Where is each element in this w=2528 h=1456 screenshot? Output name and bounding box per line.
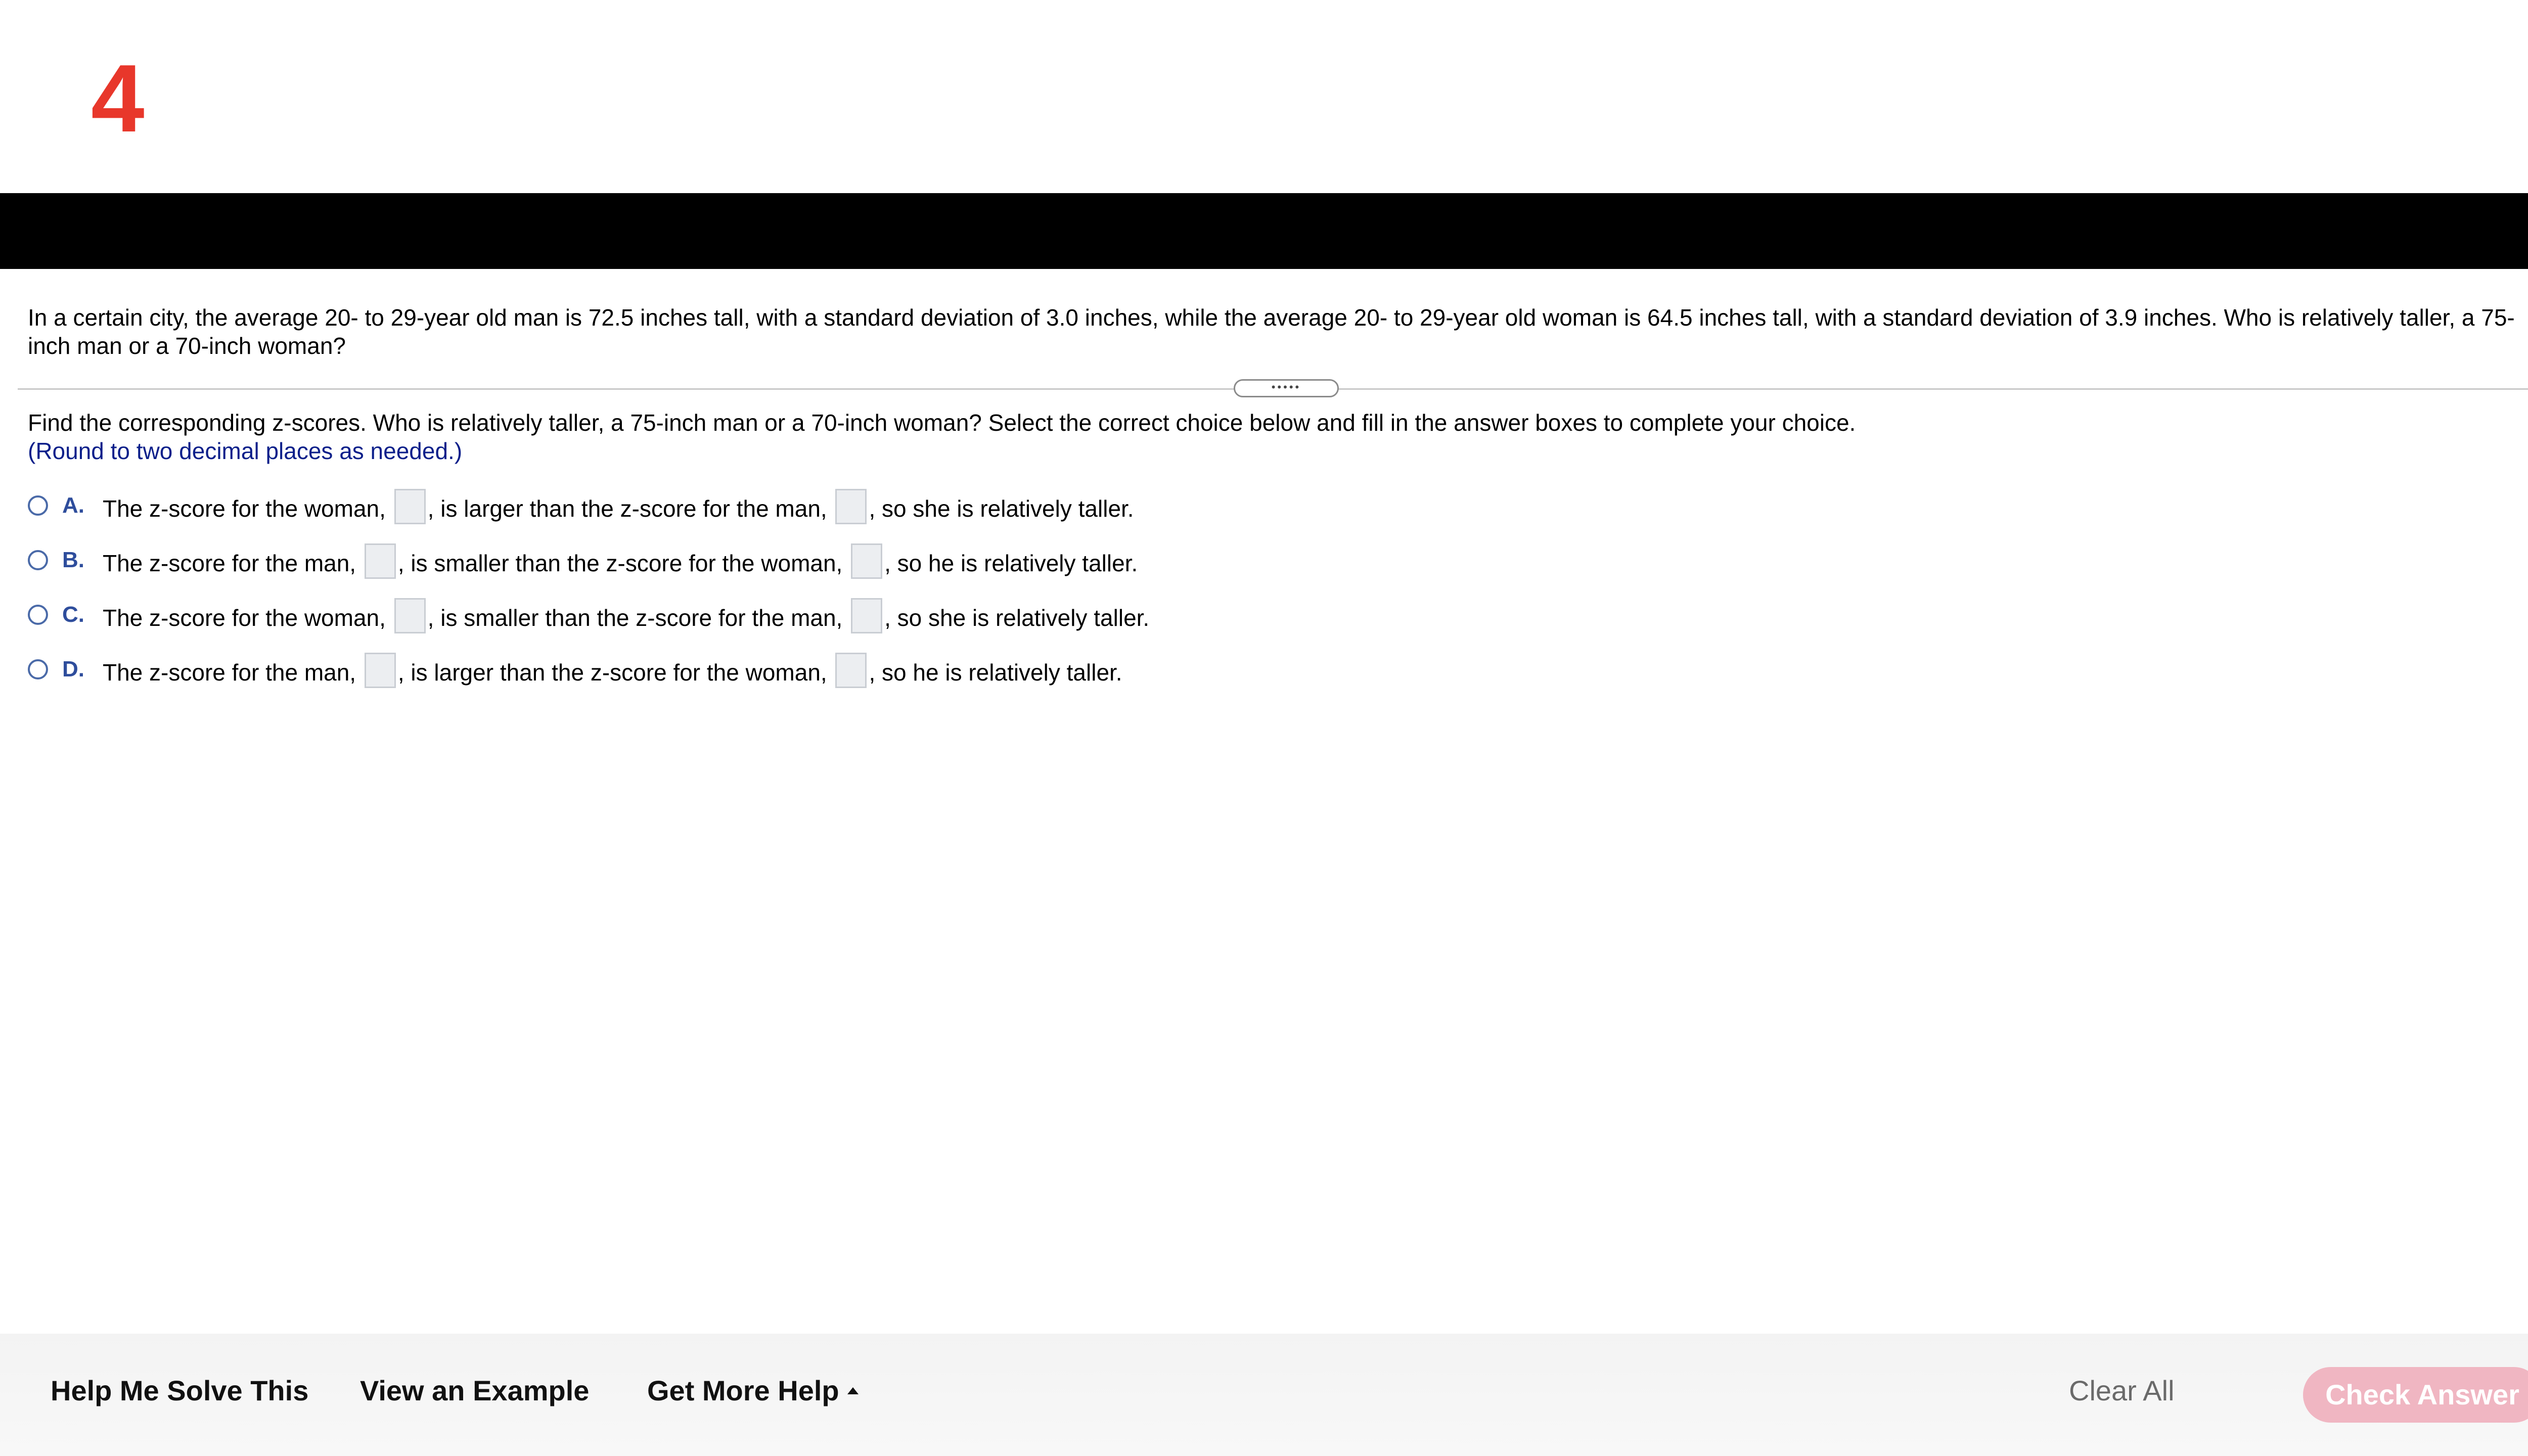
choice-a[interactable] bbox=[28, 481, 2505, 536]
choice-a-part1: The z-score for the woman, bbox=[103, 495, 392, 522]
radio-button-c[interactable] bbox=[28, 605, 48, 625]
view-example-button[interactable]: View an Example bbox=[360, 1375, 590, 1406]
choice-text-d bbox=[103, 655, 1122, 690]
choice-c-part1: The z-score for the woman, bbox=[103, 605, 392, 631]
answer-box-b-man[interactable] bbox=[365, 543, 396, 579]
get-more-help-button[interactable] bbox=[647, 1373, 859, 1408]
choice-a-part3: , so she is relatively taller. bbox=[869, 495, 1134, 522]
choice-text-c bbox=[103, 600, 1149, 635]
footer-toolbar bbox=[0, 1334, 2528, 1456]
get-more-help-label: Get More Help bbox=[647, 1375, 839, 1406]
choice-letter-a: A. bbox=[62, 493, 84, 518]
choice-list bbox=[28, 481, 2505, 700]
choice-text-b bbox=[103, 545, 1138, 581]
choice-b-part1: The z-score for the man, bbox=[103, 550, 363, 576]
choice-c-part3: , so she is relatively taller. bbox=[884, 605, 1150, 631]
choice-letter-d: D. bbox=[62, 657, 84, 681]
radio-button-d[interactable] bbox=[28, 659, 48, 679]
answer-box-d-woman[interactable] bbox=[835, 653, 867, 688]
choice-letter-c: C. bbox=[62, 602, 84, 627]
choice-c-part2: , is smaller than the z-score for the man, bbox=[427, 605, 849, 631]
radio-button-a[interactable] bbox=[28, 495, 48, 516]
answer-box-c-woman[interactable] bbox=[394, 598, 426, 633]
help-me-solve-button[interactable]: Help Me Solve This bbox=[51, 1375, 309, 1406]
check-answer-button[interactable]: Check Answer bbox=[2303, 1367, 2528, 1423]
choice-a-part2: , is larger than the z-score for the man, bbox=[427, 495, 834, 522]
answer-box-a-woman[interactable] bbox=[394, 489, 426, 524]
radio-button-b[interactable] bbox=[28, 550, 48, 570]
clear-all-button[interactable]: Clear All bbox=[2069, 1375, 2175, 1406]
header-bar bbox=[0, 193, 2528, 269]
choice-c[interactable] bbox=[28, 590, 2505, 645]
choice-d-part1: The z-score for the man, bbox=[103, 659, 363, 686]
answer-box-a-man[interactable] bbox=[835, 489, 867, 524]
instructions bbox=[28, 408, 2528, 465]
problem-statement: In a certain city, the average 20- to 29-year old man is 72.5 inches tall, with a standard deviation of 3.0 inches, while the average 20- to 29-year old woman is 64.5 inches tall, with a standard deviation of 3.9 inches. Who is relatively taller, a 75-inch man or a 70-inch woman? bbox=[28, 304, 2515, 359]
choice-b-part2: , is smaller than the z-score for the woman, bbox=[397, 550, 849, 576]
divider-drag-handle[interactable]: ••••• bbox=[1234, 379, 1339, 397]
answer-box-b-woman[interactable] bbox=[851, 543, 882, 579]
choice-text-a bbox=[103, 491, 1134, 526]
choice-d[interactable] bbox=[28, 645, 2505, 700]
question-number: 4 bbox=[91, 45, 145, 152]
round-note: (Round to two decimal places as needed.) bbox=[28, 438, 463, 464]
choice-d-part2: , is larger than the z-score for the woman, bbox=[397, 659, 834, 686]
instructions-text: Find the corresponding z-scores. Who is relatively taller, a 75-inch man or a 70-inch woman? Select the correct choice below and fill in the answer boxes to complete your choice. bbox=[28, 410, 1856, 436]
problem-area bbox=[28, 303, 2528, 360]
answer-box-d-man[interactable] bbox=[365, 653, 396, 688]
choice-b-part3: , so he is relatively taller. bbox=[884, 550, 1138, 576]
answer-box-c-man[interactable] bbox=[851, 598, 882, 633]
choice-letter-b: B. bbox=[62, 548, 84, 572]
choice-d-part3: , so he is relatively taller. bbox=[869, 659, 1122, 686]
choice-b[interactable] bbox=[28, 536, 2505, 590]
caret-up-icon bbox=[847, 1387, 859, 1394]
